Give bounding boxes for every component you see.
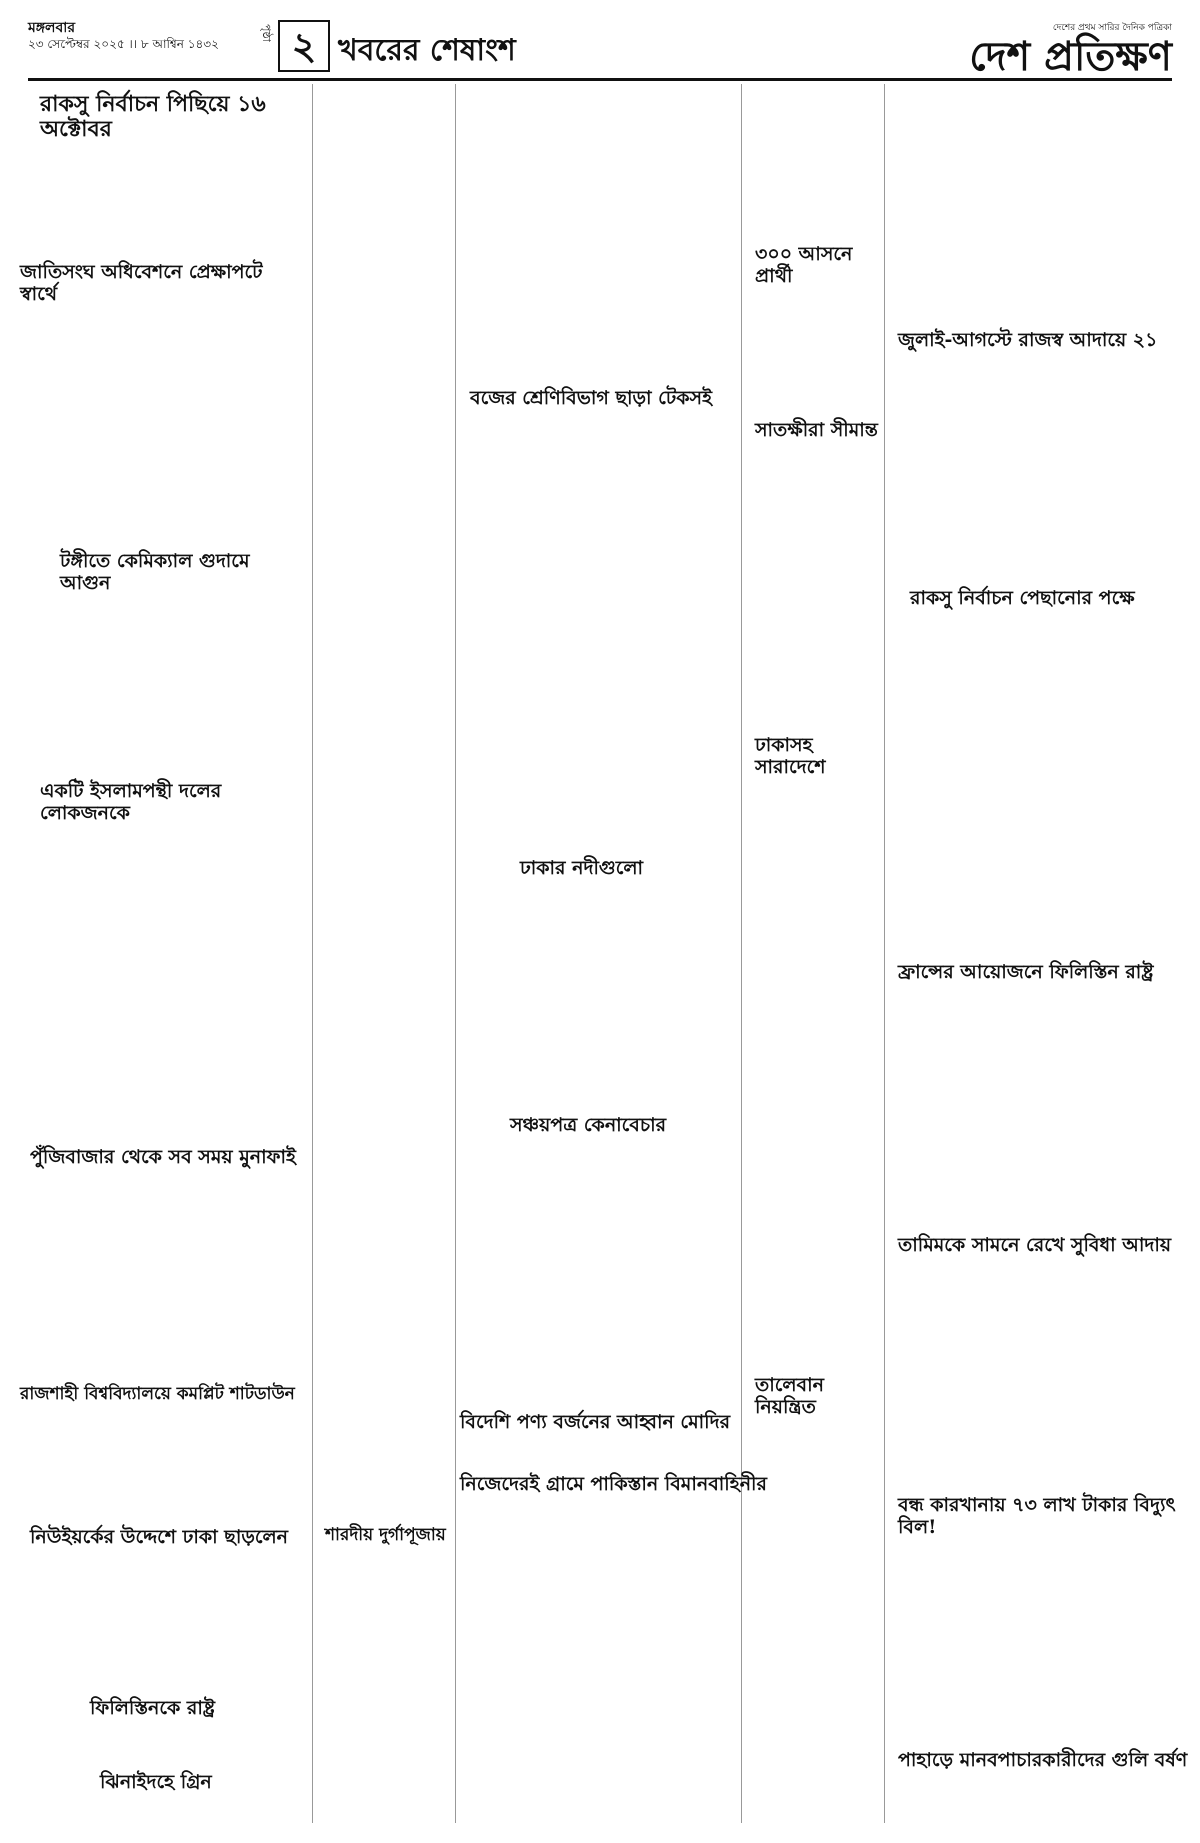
brand-tagline: দেশের প্রথম সারির দৈনিক পত্রিকা <box>1052 23 1172 33</box>
section-title: খবরের শেষাংশ <box>338 33 516 68</box>
headline: ফিলিস্তিনকে রাষ্ট্র <box>90 1697 215 1719</box>
date-block <box>28 20 219 52</box>
headline: টঙ্গীতে কেমিক্যাল গুদামে আগুন <box>60 550 250 594</box>
column-rule <box>312 84 313 1823</box>
weekday: মঙ্গলবার <box>28 20 76 36</box>
headline: তালেবান নিয়ন্ত্রিত <box>755 1374 824 1418</box>
column-rule <box>741 84 742 1823</box>
headline: জুলাই-আগস্টে রাজস্ব আদায়ে ২১ <box>898 329 1158 351</box>
headline: রাকসু নির্বাচন পেছানোর পক্ষে <box>910 587 1135 609</box>
headline: নিউইয়র্কের উদ্দেশে ঢাকা ছাড়লেন <box>30 1526 289 1548</box>
headline: সঞ্চয়পত্র কেনাবেচার <box>510 1114 667 1136</box>
headline: ঝিনাইদহে গ্রিন <box>100 1771 212 1793</box>
headline: জাতিসংঘ অধিবেশনে প্রেক্ষাপটে স্বার্থে <box>20 261 263 305</box>
headline: তামিমকে সামনে রেখে সুবিধা আদায় <box>898 1234 1172 1256</box>
headline: বজের শ্রেণিবিভাগ ছাড়া টেকসই <box>470 387 712 409</box>
headline: নিজেদেরই গ্রামে পাকিস্তান বিমানবাহিনীর <box>460 1473 767 1495</box>
page-number: ২ <box>278 20 330 72</box>
headline: বিদেশি পণ্য বর্জনের আহ্বান মোদির <box>460 1411 731 1433</box>
headline: সাতক্ষীরা সীমান্ত <box>755 419 878 441</box>
headline: ঢাকাসহ সারাদেশে <box>755 734 826 778</box>
masthead <box>28 20 1172 81</box>
headline: ঢাকার নদীগুলো <box>520 857 644 879</box>
issue-date: ২৩ সেপ্টেম্বর ২০২৫ ।। ৮ আশ্বিন ১৪৩২ <box>28 37 219 51</box>
brand-name: দেশ প্রতিক্ষণ <box>969 33 1172 80</box>
headline: ৩০০ আসনে প্রার্থী <box>755 243 853 287</box>
page-label: পৃষ্ঠা <box>260 24 273 42</box>
column-rule <box>884 84 885 1823</box>
brand <box>969 20 1172 79</box>
headline: রাকসু নির্বাচন পিছিয়ে ১৬ অক্টোবর <box>40 91 266 143</box>
headline: ফ্রান্সের আয়োজনে ফিলিস্তিন রাষ্ট্র <box>898 961 1154 983</box>
headline: বন্ধ কারখানায় ৭৩ লাখ টাকার বিদ্যুৎ বিল! <box>898 1494 1176 1538</box>
headline: একটি ইসলামপন্থী দলের লোকজনকে <box>40 780 222 824</box>
column-rule <box>455 84 456 1823</box>
headline: শারদীয় দুর্গাপূজায় <box>325 1525 446 1545</box>
headline: পুঁজিবাজার থেকে সব সময় মুনাফাই <box>30 1146 296 1168</box>
headline: পাহাড়ে মানবপাচারকারীদের গুলি বর্ষণ <box>898 1749 1188 1771</box>
headline: রাজশাহী বিশ্ববিদ্যালয়ে কমপ্লিট শাটডাউন <box>20 1384 295 1404</box>
